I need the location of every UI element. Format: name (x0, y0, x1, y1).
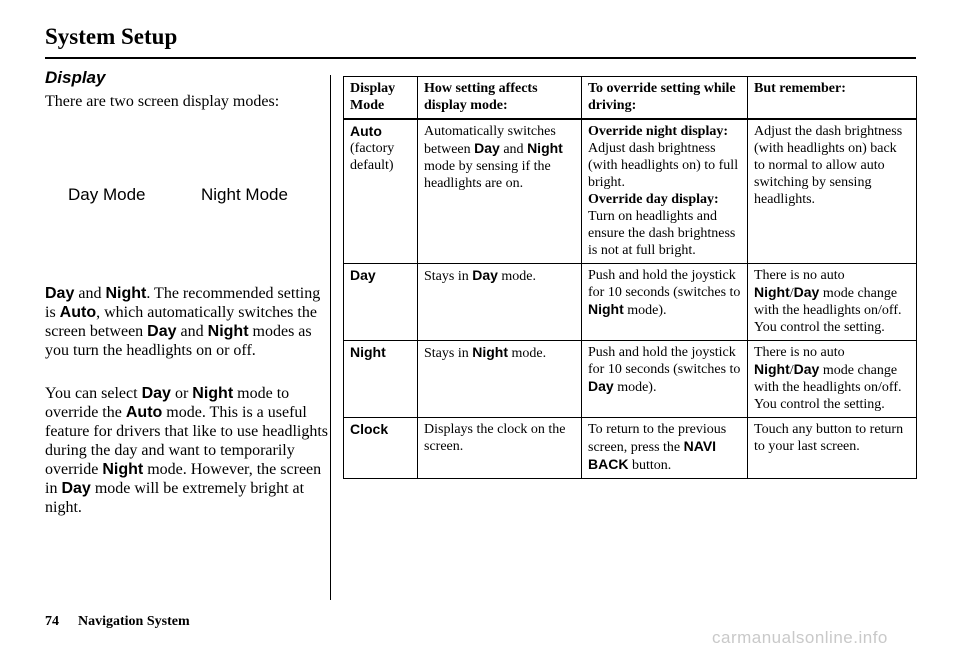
table-row-clock (344, 418, 917, 479)
table-row-day (344, 264, 917, 341)
header-how-setting-affects: How setting affects display mode: (418, 77, 582, 120)
modes-paragraph: Day and Night. The recommended setting is Auto, which automatically switches the screen between Day and Night modes as you turn the headlights on or off. (45, 285, 321, 359)
how-cell-day: Stays in Day mode. (418, 264, 582, 341)
mode-cell-clock: Clock (344, 418, 418, 479)
watermark-text: carmanualsonline.info (712, 628, 888, 647)
how-cell-auto: Automatically switches between Day and Night mode by sensing if the headlights are on. (418, 119, 582, 264)
day-mode-label: Day Mode (68, 185, 146, 204)
how-cell-night: Stays in Night mode. (418, 341, 582, 418)
table-row-auto (344, 119, 917, 264)
mode-cell-night: Night (344, 341, 418, 418)
remember-cell-night: There is no auto Night/Day mode change with the headlights on/off. You control the setting. (748, 341, 917, 418)
intro-text: There are two screen display modes: (45, 93, 280, 110)
page-number: 74 (45, 614, 59, 629)
override-cell-night: Push and hold the joystick for 10 seconds (switches to Day mode). (582, 341, 748, 418)
table-row-night (344, 341, 917, 418)
override-cell-day: Push and hold the joystick for 10 seconds (switches to Night mode). (582, 264, 748, 341)
remember-cell-auto: Adjust the dash brightness (with headlights on) back to normal to allow auto switching by sensing headlights. (748, 119, 917, 264)
how-cell-clock: Displays the clock on the screen. (418, 418, 582, 479)
mode-cell-day: Day (344, 264, 418, 341)
display-settings-table (343, 76, 917, 479)
column-divider (330, 75, 331, 600)
table-header-row (344, 77, 917, 120)
override-paragraph: You can select Day or Night mode to override the Auto mode. This is a useful feature for drivers that like to use headlights during the day and want to temporarily override Night mode. However, the screen in Day mode will be extremely bright at night. (45, 385, 329, 516)
header-display-mode: Display Mode (344, 77, 418, 120)
override-cell-auto: Override night display: Adjust dash brightness (with headlights on) to full bright. Override day display: Turn on headlights and ensure the dash brightness is not at full bright. (582, 119, 748, 264)
remember-cell-day: There is no auto Night/Day mode change with the headlights on/off. You control the setting. (748, 264, 917, 341)
night-mode-label: Night Mode (201, 185, 288, 204)
mode-cell-auto: Auto (factory default) (344, 119, 418, 264)
section-heading: Display (45, 68, 106, 87)
header-to-override: To override setting while driving: (582, 77, 748, 120)
title-divider (45, 57, 916, 59)
footer-title: Navigation System (78, 614, 190, 629)
remember-cell-clock: Touch any button to return to your last screen. (748, 418, 917, 479)
override-cell-clock: To return to the previous screen, press the NAVI BACK button. (582, 418, 748, 479)
header-but-remember: But remember: (748, 77, 917, 120)
page-title: System Setup (45, 24, 178, 49)
